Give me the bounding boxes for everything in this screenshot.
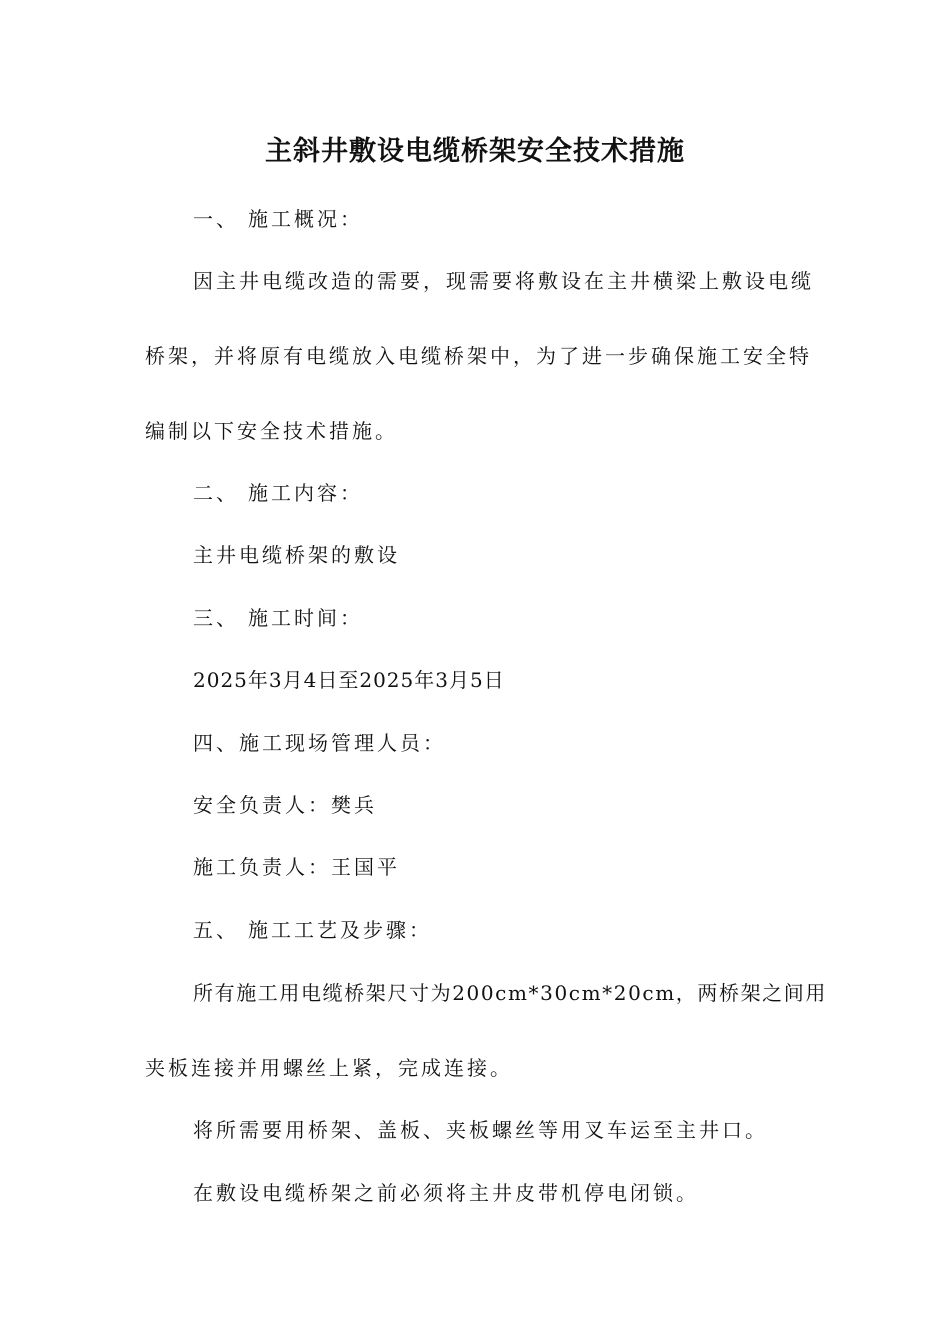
section-1-number: 一、 [193,207,239,231]
section-3-heading [193,603,363,633]
section-3-title: 施工时间： [248,606,363,630]
paragraph-line: 主井电缆桥架的敷设 [193,543,400,567]
section-5-title: 施工工艺及步骤： [248,918,432,942]
paragraph-line: 安全负责人：樊兵 [193,793,377,817]
section-2-heading [193,478,363,508]
section-5-number: 五、 [193,918,239,942]
paragraph-line: 夹板连接并用螺丝上紧，完成连接。 [145,1056,513,1080]
document-title: 主斜井敷设电缆桥架安全技术措施 [265,136,685,167]
section-2-number: 二、 [193,481,239,505]
section-5-heading [193,915,432,945]
paragraph-line: 在敷设电缆桥架之前必须将主井皮带机停电闭锁。 [193,1181,699,1205]
section-2-title: 施工内容： [248,481,363,505]
section-3-number: 三、 [193,606,239,630]
paragraph-line: 因主井电缆改造的需要，现需要将敷设在主井横梁上敷设电缆 [193,269,814,293]
paragraph-line: 将所需要用桥架、盖板、夹板螺丝等用叉车运至主井口。 [193,1118,768,1142]
paragraph-line: 所有施工用电缆桥架尺寸为200cm*30cm*20cm，两桥架之间用 [193,981,827,1005]
paragraph-line: 施工负责人：王国平 [193,855,400,879]
section-4-heading: 四、施工现场管理人员： [193,731,446,755]
section-1-title: 施工概况： [248,207,363,231]
paragraph-line: 桥架，并将原有电缆放入电缆桥架中，为了进一步确保施工安全特 [145,344,812,368]
paragraph-line: 编制以下安全技术措施。 [145,419,398,443]
section-1-heading [193,204,363,234]
paragraph-line: 2025年3月4日至2025年3月5日 [193,668,505,692]
